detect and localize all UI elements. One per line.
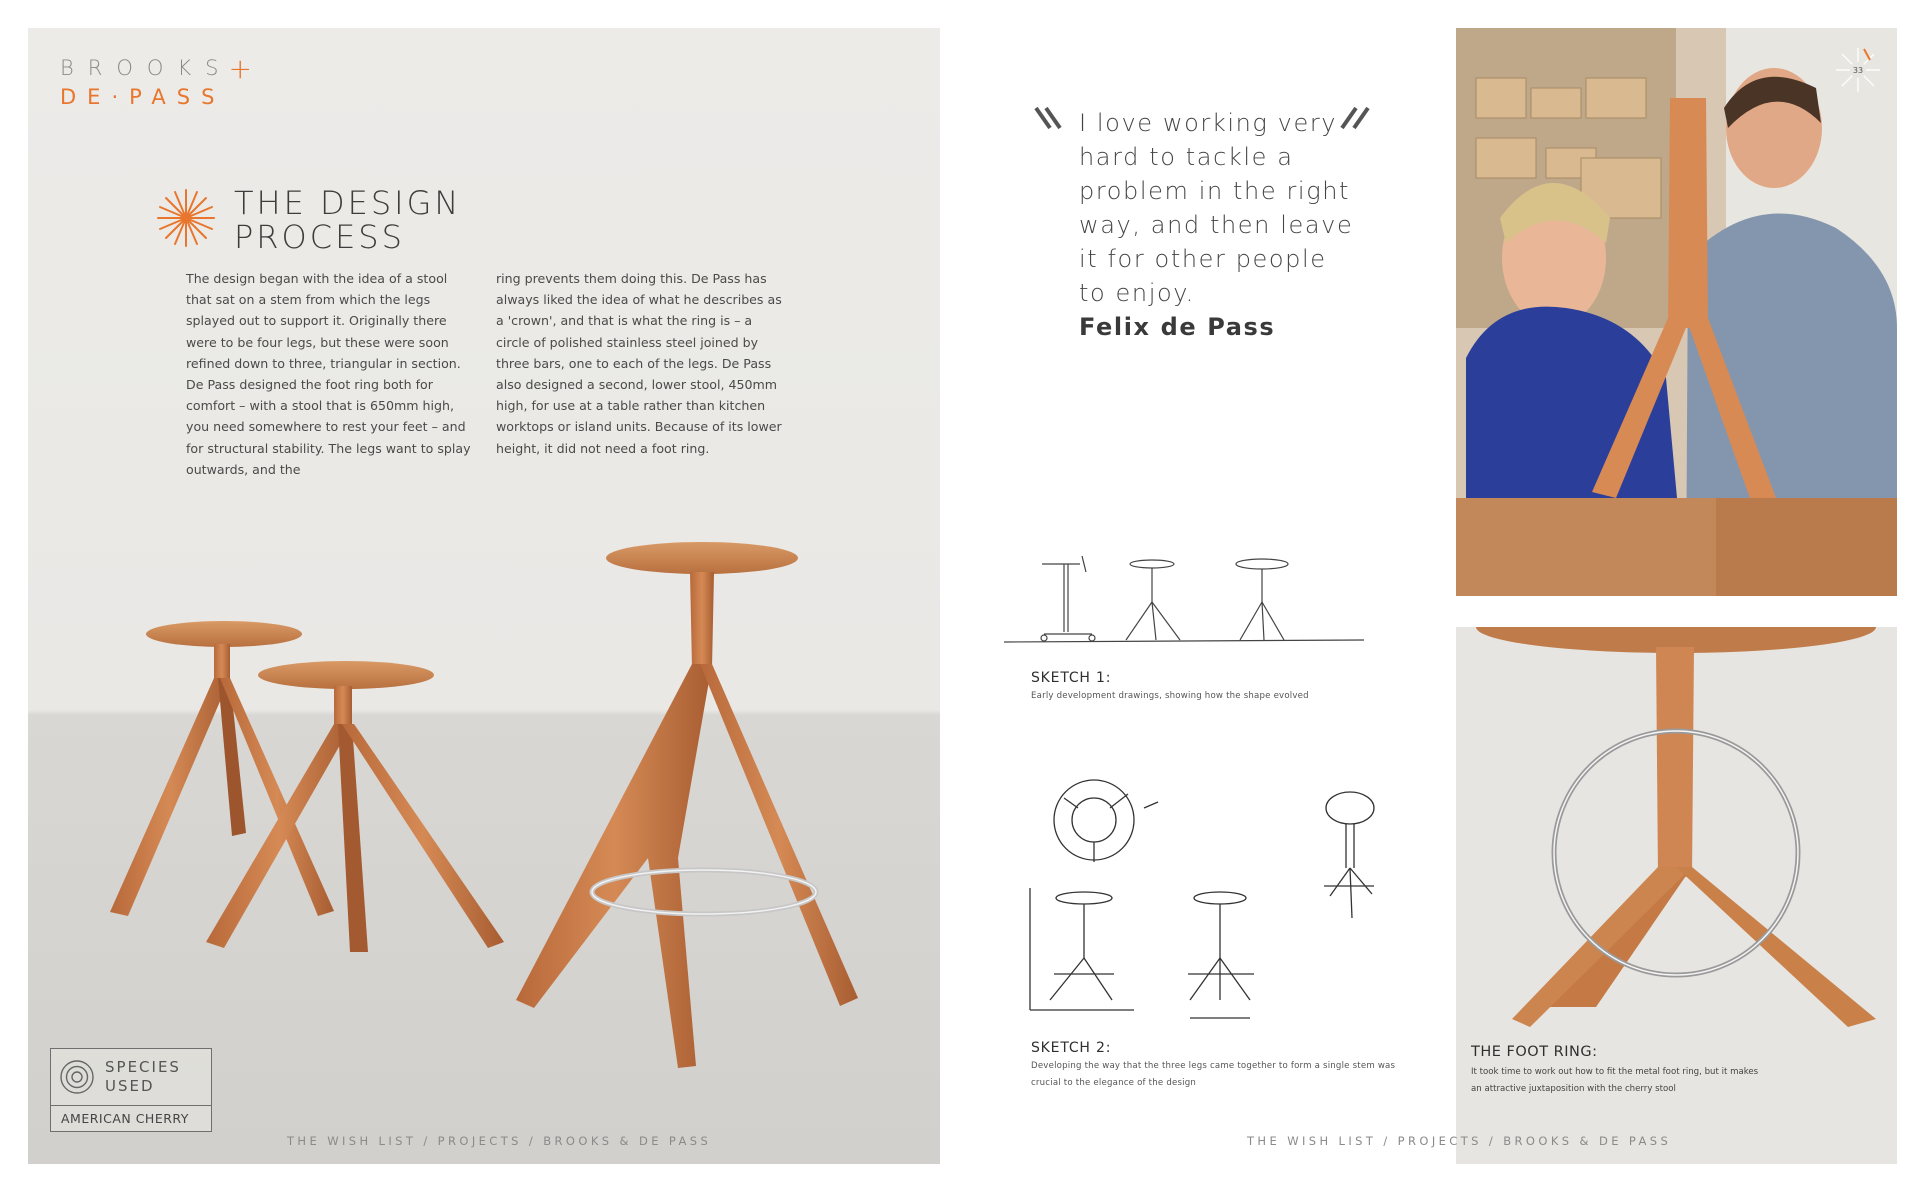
sketch-1-caption: Early development drawings, showing how the shape evolved [1031,691,1309,701]
sketch-2-drawing [1024,778,1414,1028]
species-box [50,1048,212,1132]
stool-tall-with-ring [516,542,858,1068]
logo-plus: + [228,51,252,85]
workshop-photo [1456,28,1897,596]
logo-depass: DE·PASS [60,85,226,109]
body-column-1: The design began with the idea of a stool that sat on a stem from which the legs splayed out to support it. Originally there were to be four legs, but these were soon refined down to three, triangular in section. De Pass designed the foot ring both for comfort – with a stool that is 650mm high, you need somewhere to rest your feet – and for structural stability. The legs want to splay outwards, and the [186,271,471,477]
quote-author: Felix de Pass [1079,313,1276,341]
sketch-1-title: SKETCH 1: [1031,670,1112,686]
starburst-icon [156,188,216,248]
pull-quote [1034,106,1374,344]
sketch-1-drawing [1004,548,1374,648]
logo-brooks: BROOKS [60,56,233,80]
body-column-2: ring prevents them doing this. De Pass has always liked the idea of what he describes as a 'crown', and that is what the ring is – a circle of polished stainless steel joined by three bars, one to each of the legs. De Pass also designed a second, lower stool, 450mm high, for use at a table rather than kitchen worktops or island units. Because of its lower height, it did not need a foot ring. [496,271,782,456]
page-number-badge [1834,46,1882,94]
brand-logo [60,51,252,109]
sketch-2-title: SKETCH 2: [1031,1040,1112,1056]
quote-text: I love working very hard to tackle a problem in the right way, and then leave it for other people to enjoy. [1079,109,1354,307]
sketch-2-caption: Developing the way that the three legs came together to form a single stem was crucial to the elegance of the design [1031,1061,1396,1088]
tree-rings-icon [59,1059,95,1095]
species-heading: SPECIES USED [105,1058,181,1095]
foot-ring-caption: It took time to work out how to fit the metal foot ring, but it makes an attractive juxtaposition with the cherry stool [1471,1067,1759,1094]
page-title: THE DESIGN PROCESS [234,184,462,256]
page-number: 33 [1852,66,1864,75]
body-text [186,268,786,480]
foot-ring-title: THE FOOT RING: [1471,1044,1598,1060]
title-block [156,186,494,254]
footer-right: THE WISH LIST / PROJECTS / BROOKS & DE PASS [1247,1134,1672,1148]
left-page [28,28,940,1164]
species-value: AMERICAN CHERRY [51,1105,211,1132]
stools-photo [28,528,940,1128]
open-quote-icon [1034,106,1064,130]
stool-short-2 [206,661,504,952]
footer-left: THE WISH LIST / PROJECTS / BROOKS & DE PASS [287,1134,712,1148]
close-quote-icon [1340,106,1370,130]
